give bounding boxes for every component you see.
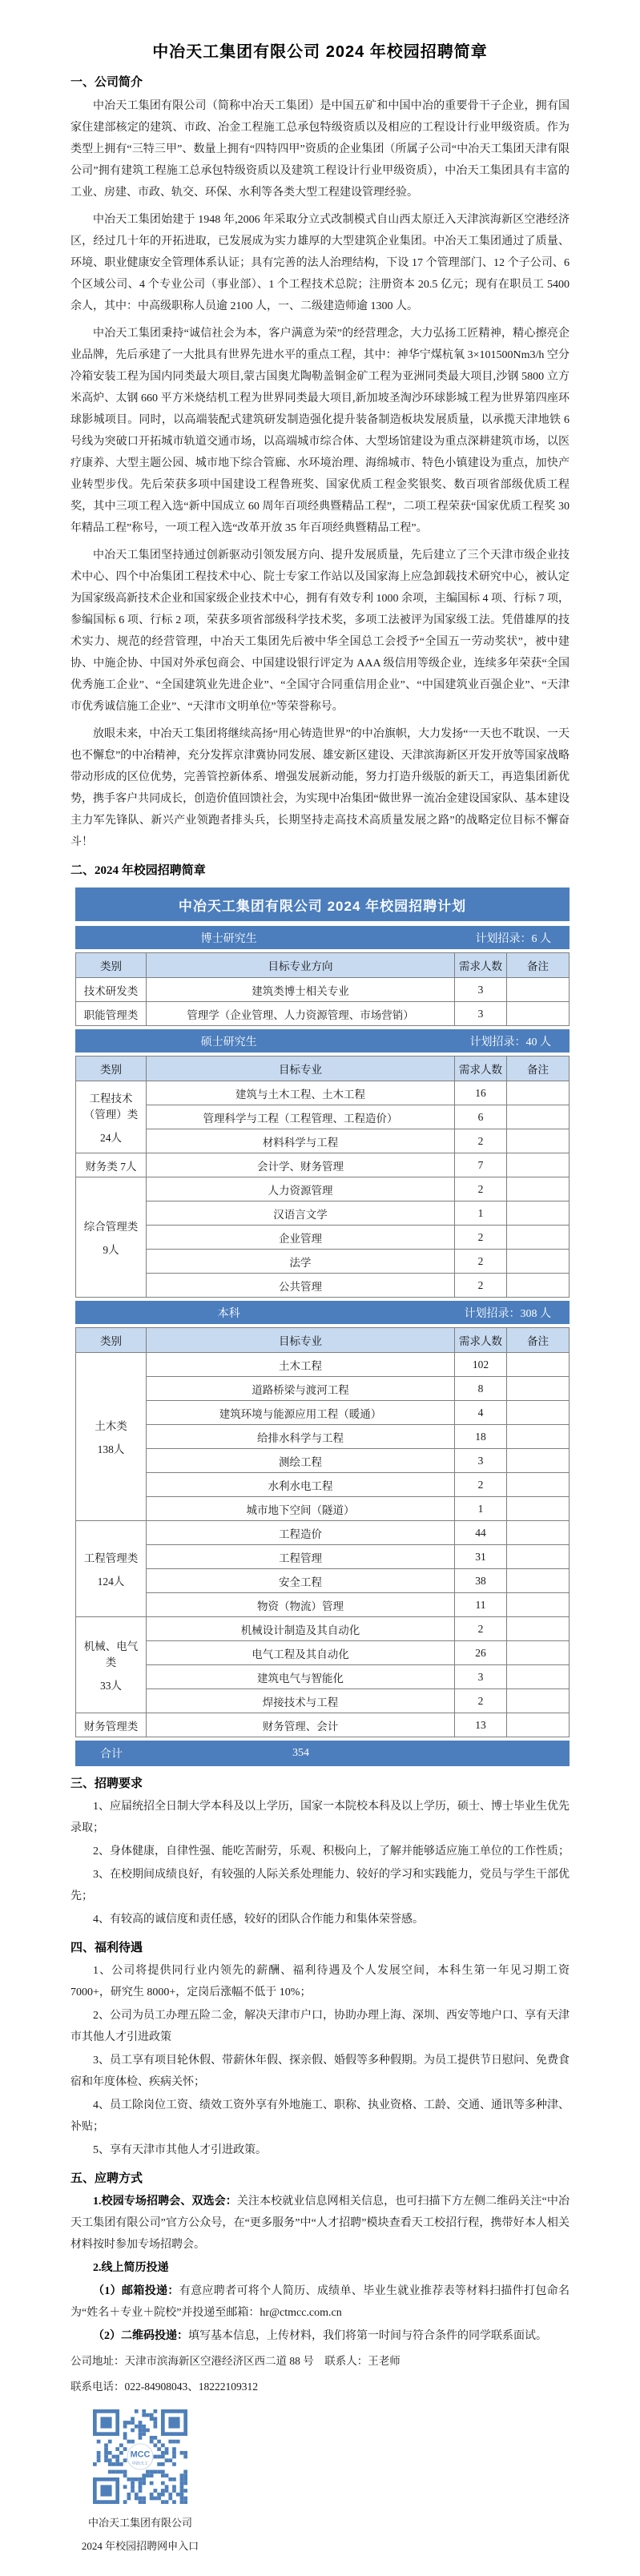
intro-paragraph-1: 中冶天工集团有限公司（简称中冶天工集团）是中国五矿和中国中冶的重要骨干子企业，拥有国家住建部核定的建筑、市政、冶金工程施工总承包特级资质以及相应的工程设计行业甲级资质。作为类型上拥有“三特三甲”、数量上拥有“四特四甲”资质的企业集团（所属子公司“中冶天工集团天津有限公司”拥有建筑工程施工总承包特级资质以及建筑工程设计行业甲级资质），中冶天工集团具有丰富的工业、房建、市政、轨交、环保、水利等各类大型工程建设管理经验。	[70, 100, 570, 199]
major-cell: 焊接技术与工程	[147, 1689, 455, 1713]
section-heading-recruit-plan: 二、2024 年校园招聘简章	[70, 864, 206, 877]
total-row-content	[76, 1745, 569, 1761]
column-header-2: 目标专业	[147, 1328, 455, 1353]
intro-paragraph-4: 中冶天工集团坚持通过创新驱动引领发展方向、提升发展质量，先后建立了三个天津市级企业技术中心、四个中冶集团工程技术中心、院士专家工作站以及国家海上应急卸载技术研究中心，被认定为国家级高新技术企业和国家级企业技术中心，拥有有效专利 1000 余项，主编国标 4 项、行标 7 项，参编国标 6 项、行标 2 项，荣获多项省部级科学技术奖，多项工法被评为国家级工法。凭借雄厚的技术实力、规范的经营管理，中冶天工集团先后被中华全国总工会授予“全国五一劳动奖状”，被中建协、中施企协、中国对外承包商会、中国建设银行评定为 AAA 级信用等级企业，连续多年荣获“全国优秀施工企业”、“全国建筑业先进企业”、“全国守合同重信用企业”、“中国建筑业百强企业”、“天津市优秀诚信施工企业”、“天津市文明单位”等荣誉称号。	[70, 549, 570, 713]
headcount-cell: 1	[455, 1497, 507, 1521]
column-header-1: 类别	[76, 953, 147, 978]
headcount-cell: 2	[455, 1250, 507, 1274]
intro-paragraph-3: 中冶天工集团秉持“诚信社会为本，客户满意为荣”的经营理念，大力弘扬工匠精神，精心擦亮企业品牌，先后承建了一大批具有世界先进水平的重点工程，其中：神华宁煤杭氧 3×101500Nm3/h 空分冷箱安装工程为国内同类最大项目,蒙古国奥尤陶勒盖铜金矿工程为亚洲同类最大项目,沙钢 5800 立方米高炉、太钢 660 平方米烧结机工程为世界同类最大项目,新加坡圣淘沙环球影城工程为世界第四座环球影城项目。同时，以高端装配式建筑研发制造强化提升装备制造板块发展质量，以承揽天津地铁 6 号线为突破口开拓城市轨道交通市场，以高端城市综合体、大型场馆建设为重点深耕建筑市场，以医疗康养、大型主题公园、城市地下综合管廊、水环境治理、海绵城市、特色小镇建设为重点，加快产业转型步伐。先后荣获多项中国建设工程鲁班奖、国家优质工程金奖银奖、数百项省部级优质工程奖，其中三项工程入选“新中国成立 60 周年百项经典暨精品工程”，二项工程荣获“国家优质工程奖 30 年精品工程”称号，一项工程入选“改革开放 35 年百项经典暨精品工程”。	[70, 328, 570, 534]
section-heading-requirements: 三、招聘要求	[70, 1777, 143, 1790]
major-cell: 物资（物流）管理	[147, 1593, 455, 1617]
apply-item-2	[70, 2257, 570, 2279]
remark-cell	[507, 1545, 570, 1569]
level-band-content	[76, 1305, 569, 1321]
plan-table-total-row-cell	[76, 1741, 570, 1766]
benefit-item-2: 2、公司为员工办理五险二金，解决天津市户口，协助办理上海、深圳、西安等地户口、享有天津市其他人才引进政策	[70, 2010, 570, 2043]
plan-table-row	[76, 1473, 570, 1497]
svg-text:MCC: MCC	[130, 2449, 151, 2460]
headcount-cell: 3	[455, 978, 507, 1002]
category-name: 财务类 7人	[85, 1160, 137, 1173]
major-cell: 企业管理	[147, 1226, 455, 1250]
plan-table-row	[76, 1177, 570, 1201]
headcount-cell: 2	[455, 1689, 507, 1713]
total-value: 354	[292, 1747, 309, 1759]
category-cell	[76, 1353, 147, 1521]
headcount-cell: 13	[455, 1713, 507, 1737]
remark-cell	[507, 1497, 570, 1521]
headcount-cell: 31	[455, 1545, 507, 1569]
remark-cell	[507, 1713, 570, 1737]
column-header-2: 目标专业方向	[147, 953, 455, 978]
headcount-cell: 2	[455, 1617, 507, 1641]
column-header-4: 备注	[507, 1057, 570, 1081]
major-cell: 测绘工程	[147, 1449, 455, 1473]
major-cell: 会计学、财务管理	[147, 1153, 455, 1177]
remark-cell	[507, 1250, 570, 1274]
level-label: 本科	[217, 1307, 240, 1320]
level-band-1	[76, 927, 570, 949]
column-header-1: 类别	[76, 1057, 147, 1081]
major-cell: 安全工程	[147, 1569, 455, 1593]
plan-table-row	[76, 1105, 570, 1129]
headcount-cell: 3	[455, 1665, 507, 1689]
requirement-item-4: 4、有较高的诚信度和责任感，较好的团队合作能力和集体荣誉感。	[93, 1914, 424, 1926]
major-cell: 建筑与土木工程、土木工程	[147, 1081, 455, 1105]
headcount-cell: 26	[455, 1641, 507, 1665]
level-label: 博士研究生	[200, 932, 257, 945]
plan-table-total-row	[76, 1741, 570, 1766]
section-heading-apply: 五、应聘方式	[70, 2172, 143, 2185]
level-band-content	[76, 930, 569, 946]
major-cell: 材料科学与工程	[147, 1129, 455, 1153]
level-label: 硕士研究生	[200, 1036, 257, 1049]
plan-table-banner-cell	[76, 888, 570, 921]
remark-cell	[507, 1665, 570, 1689]
major-cell: 管理学（企业管理、人力资源管理、市场营销）	[147, 1002, 455, 1026]
headcount-cell: 2	[455, 1274, 507, 1298]
plan-column-header-row	[76, 1057, 570, 1081]
level-plan-count: 计划招录：6 人	[475, 932, 551, 945]
apply-item-1	[70, 2191, 570, 2256]
plan-table-row	[76, 1593, 570, 1617]
plan-table-row	[76, 1401, 570, 1425]
headcount-cell: 38	[455, 1569, 507, 1593]
document-title: 中冶天工集团有限公司 2024 年校园招聘简章	[152, 43, 488, 61]
section-heading-company-intro: 一、公司简介	[70, 76, 143, 89]
category-cell	[76, 1002, 147, 1026]
major-cell: 人力资源管理	[147, 1177, 455, 1201]
headcount-cell: 3	[455, 1449, 507, 1473]
major-cell: 建筑环境与能源应用工程（暖通）	[147, 1401, 455, 1425]
remark-cell	[507, 1521, 570, 1545]
major-cell: 机械设计制造及其自动化	[147, 1617, 455, 1641]
apply-item-label-3: （1）邮箱投递：	[93, 2285, 179, 2297]
headcount-cell: 3	[455, 1002, 507, 1026]
svg-text:中冶天工: 中冶天工	[131, 2461, 149, 2466]
category-name: 工程管理类	[83, 1552, 139, 1564]
recruitment-plan-table	[75, 888, 570, 1766]
contact-phone: 联系电话：022-84908043、18222109312	[70, 2381, 258, 2393]
plan-table-banner-text: 中冶天工集团有限公司 2024 年校园招聘计划	[178, 898, 467, 914]
category-cell	[76, 1081, 147, 1153]
category-name: 综合管理类	[83, 1221, 139, 1233]
plan-table-row	[76, 1521, 570, 1545]
plan-table-row	[76, 1497, 570, 1521]
plan-table-row	[76, 978, 570, 1002]
category-name: 机械、电气类	[83, 1640, 139, 1668]
apply-item-text-1: 关注本校就业信息网相关信息，也可扫描下方左侧二维码关注“中冶天工集团有限公司”官方公众号，在“更多服务”中“人才招聘”模块查看天工校招行程，携带好本人相关材料按时参加专场招聘会。	[70, 2196, 570, 2251]
plan-table-row	[76, 1425, 570, 1449]
remark-cell	[507, 1353, 570, 1377]
remark-cell	[507, 1641, 570, 1665]
apply-item-label-2: 2.线上简历投递	[93, 2262, 169, 2274]
apply-item-4	[70, 2325, 570, 2347]
major-cell: 建筑电气与智能化	[147, 1665, 455, 1689]
benefits-list	[70, 1960, 570, 2161]
remark-cell	[507, 1226, 570, 1250]
table-gap-cell	[76, 921, 570, 927]
major-cell: 法学	[147, 1250, 455, 1274]
plan-table-row	[76, 1274, 570, 1298]
benefit-item-5: 5、享有天津市其他人才引进政策。	[93, 2144, 267, 2156]
company-address: 公司地址：天津市滨海新区空港经济区西二道 88 号 联系人：王老师	[70, 2355, 401, 2367]
major-cell: 工程管理	[147, 1545, 455, 1569]
remark-cell	[507, 1617, 570, 1641]
remark-cell	[507, 1569, 570, 1593]
headcount-cell: 2	[455, 1473, 507, 1497]
level-band-2	[76, 1030, 570, 1053]
plan-table-row	[76, 1002, 570, 1026]
apply-item-label-1: 1.校园专场招聘会、双选会：	[93, 2196, 237, 2208]
major-cell: 汉语言文学	[147, 1201, 455, 1226]
plan-table-row	[76, 1377, 570, 1401]
plan-table-row	[76, 1153, 570, 1177]
plan-table-row	[76, 1569, 570, 1593]
apply-item-label-4: （2）二维码投递：	[93, 2330, 188, 2342]
column-header-3: 需求人数	[455, 1328, 507, 1353]
qr-block	[72, 2409, 208, 2557]
major-cell: 城市地下空间（隧道）	[147, 1497, 455, 1521]
plan-table-row	[76, 1201, 570, 1226]
plan-table-row	[76, 1617, 570, 1641]
headcount-cell: 2	[455, 1129, 507, 1153]
major-cell: 给排水科学与工程	[147, 1425, 455, 1449]
plan-table-row	[76, 1545, 570, 1569]
category-name: 财务管理类	[83, 1720, 139, 1733]
plan-table-banner	[76, 888, 570, 921]
column-header-4: 备注	[507, 1328, 570, 1353]
major-cell: 水利水电工程	[147, 1473, 455, 1497]
plan-column-header-row	[76, 1328, 570, 1353]
category-cell	[76, 1617, 147, 1713]
benefit-item-1: 1、公司将提供同行业内领先的薪酬、福利待遇及个人发展空间，本科生第一年见习期工资 7000+，研究生 8000+，定岗后涨幅不低于 10%；	[70, 1965, 570, 1998]
headcount-cell: 44	[455, 1521, 507, 1545]
company-intro-paragraphs	[70, 95, 570, 853]
category-count: 9人	[103, 1244, 119, 1256]
total-label: 合计	[100, 1749, 123, 1761]
plan-table-row	[76, 1250, 570, 1274]
major-cell: 建筑类博士相关专业	[147, 978, 455, 1002]
table-gap	[76, 921, 570, 927]
remark-cell	[507, 1689, 570, 1713]
remark-cell	[507, 1177, 570, 1201]
plan-column-header-row	[76, 953, 570, 978]
headcount-cell: 2	[455, 1177, 507, 1201]
intro-paragraph-2: 中冶天工集团始建于 1948 年,2006 年采取分立式改制模式自山西太原迁入天津滨海新区空港经济区，经过几十年的开拓进取，已发展成为实力雄厚的大型建筑企业集团。中冶天工集团通过了质量、环境、职业健康安全管理体系认证；具有完善的法人治理结构，下设 17 个管理部门、12 个子公司、6 个区域公司、4 个专业公司（事业部）、1 个工程技术总院；注册资本 20.5 亿元；现有在职员工 5400 余人，其中：中高级职称人员逾 2100 人，一、二级建造师逾 1300 人。	[70, 214, 570, 312]
major-cell: 道路桥梁与渡河工程	[147, 1377, 455, 1401]
headcount-cell: 2	[455, 1226, 507, 1250]
remark-cell	[507, 1401, 570, 1425]
plan-table-row	[76, 1129, 570, 1153]
headcount-cell: 6	[455, 1105, 507, 1129]
headcount-cell: 11	[455, 1593, 507, 1617]
category-cell	[76, 1521, 147, 1617]
requirement-item-2: 2、身体健康，自律性强、能吃苦耐劳，乐观、积极向上，了解并能够适应施工单位的工作性质；	[93, 1845, 570, 1858]
apply-methods-list	[70, 2191, 570, 2347]
requirement-item-3: 3、在校期间成绩良好，有较强的人际关系处理能力、较好的学习和实践能力，党员与学生干部优先；	[70, 1869, 570, 1902]
category-count: 33人	[100, 1680, 122, 1692]
major-cell: 财务管理、会计	[147, 1713, 455, 1737]
major-cell: 土木工程	[147, 1353, 455, 1377]
intro-paragraph-5: 放眼未来，中冶天工集团将继续高扬“用心铸造世界”的中冶旗帜，大力发扬“一天也不耽误、一天也不懈怠”的中冶精神，充分发挥京津冀协同发展、雄安新区建设、天津滨海新区开发开放等国家战略带动形成的区位优势，完善管控新体系、增强发展新动能，努力打造升级版的新天工，再造集团新优势，携手客户共同成长，创造价值回馈社会，为实现中冶集团“做世界一流冶金建设国家队、基本建设主力军先锋队、新兴产业领跑者排头兵，长期坚持走高技术高质量发展之路”的战略定位目标不懈奋斗！	[70, 728, 570, 848]
requirement-item-1: 1、应届统招全日制大学本科及以上学历，国家一本院校本科及以上学历，硕士、博士毕业生优先录取；	[70, 1801, 570, 1834]
category-cell	[76, 1177, 147, 1298]
remark-cell	[507, 1105, 570, 1129]
plan-table-row	[76, 1449, 570, 1473]
remark-cell	[507, 1425, 570, 1449]
section-heading-benefits: 四、福利待遇	[70, 1942, 143, 1954]
category-count: 138人	[97, 1443, 125, 1455]
remark-cell	[507, 1473, 570, 1497]
remark-cell	[507, 1002, 570, 1026]
headcount-cell: 8	[455, 1377, 507, 1401]
category-name: 工程技术（管理）类	[83, 1093, 139, 1121]
level-band-3	[76, 1302, 570, 1324]
plan-table-row	[76, 1689, 570, 1713]
level-band-content	[76, 1033, 569, 1049]
column-header-3: 需求人数	[455, 953, 507, 978]
category-name: 土木类	[95, 1420, 127, 1432]
apply-item-3	[70, 2280, 570, 2324]
plan-table-row	[76, 1713, 570, 1737]
remark-cell	[507, 978, 570, 1002]
remark-cell	[507, 1274, 570, 1298]
headcount-cell: 16	[455, 1081, 507, 1105]
level-band-2-cell	[76, 1030, 570, 1053]
category-name: 技术研发类	[83, 984, 139, 997]
plan-table-row	[76, 1353, 570, 1377]
column-header-1: 类别	[76, 1328, 147, 1353]
plan-table-row	[76, 1665, 570, 1689]
column-header-3: 需求人数	[455, 1057, 507, 1081]
headcount-cell: 4	[455, 1401, 507, 1425]
remark-cell	[507, 1153, 570, 1177]
remark-cell	[507, 1081, 570, 1105]
category-cell	[76, 978, 147, 1002]
qr-code-image	[93, 2409, 187, 2504]
major-cell: 公共管理	[147, 1274, 455, 1298]
column-header-2: 目标专业	[147, 1057, 455, 1081]
category-cell	[76, 1713, 147, 1737]
remark-cell	[507, 1593, 570, 1617]
category-cell	[76, 1153, 147, 1177]
major-cell: 管理科学与工程（工程管理、工程造价）	[147, 1105, 455, 1129]
qr-caption-entry: 2024 年校园招聘网申入口	[81, 2540, 199, 2552]
apply-item-text-4: 填写基本信息，上传材料，我们将第一时间与符合条件的同学联系面试。	[188, 2330, 547, 2342]
level-plan-count: 计划招录：40 人	[469, 1036, 551, 1049]
plan-table-row	[76, 1641, 570, 1665]
headcount-cell: 1	[455, 1201, 507, 1226]
level-plan-count: 计划招录：308 人	[464, 1307, 551, 1320]
plan-table-row	[76, 1226, 570, 1250]
headcount-cell: 18	[455, 1425, 507, 1449]
major-cell: 工程造价	[147, 1521, 455, 1545]
remark-cell	[507, 1129, 570, 1153]
category-count: 124人	[97, 1576, 125, 1588]
level-band-3-cell	[76, 1302, 570, 1324]
headcount-cell: 7	[455, 1153, 507, 1177]
remark-cell	[507, 1377, 570, 1401]
remark-cell	[507, 1201, 570, 1226]
apply-item-text-3: 有意应聘者可将个人简历、成绩单、毕业生就业推荐表等材料扫描件打包命名为“姓名＋专业＋院校”并投递至邮箱：hr@ctmcc.com.cn	[70, 2285, 570, 2319]
major-cell: 电气工程及其自动化	[147, 1641, 455, 1665]
remark-cell	[507, 1449, 570, 1473]
plan-table-row	[76, 1081, 570, 1105]
headcount-cell: 102	[455, 1353, 507, 1377]
level-band-1-cell	[76, 927, 570, 949]
column-header-4: 备注	[507, 953, 570, 978]
benefit-item-3: 3、员工享有项目轮休假、带薪休年假、探亲假、婚假等多种假期。为员工提供节日慰问、免费食宿和年度体检、疾病关怀；	[70, 2055, 570, 2088]
requirements-list	[70, 1796, 570, 1930]
category-name: 职能管理类	[83, 1008, 139, 1021]
benefit-item-4: 4、员工除岗位工资、绩效工资外享有外地施工、职称、执业资格、工龄、交通、通讯等多种津、补贴；	[70, 2099, 570, 2133]
qr-caption-company: 中冶天工集团有限公司	[87, 2517, 192, 2529]
category-count: 24人	[100, 1132, 122, 1144]
